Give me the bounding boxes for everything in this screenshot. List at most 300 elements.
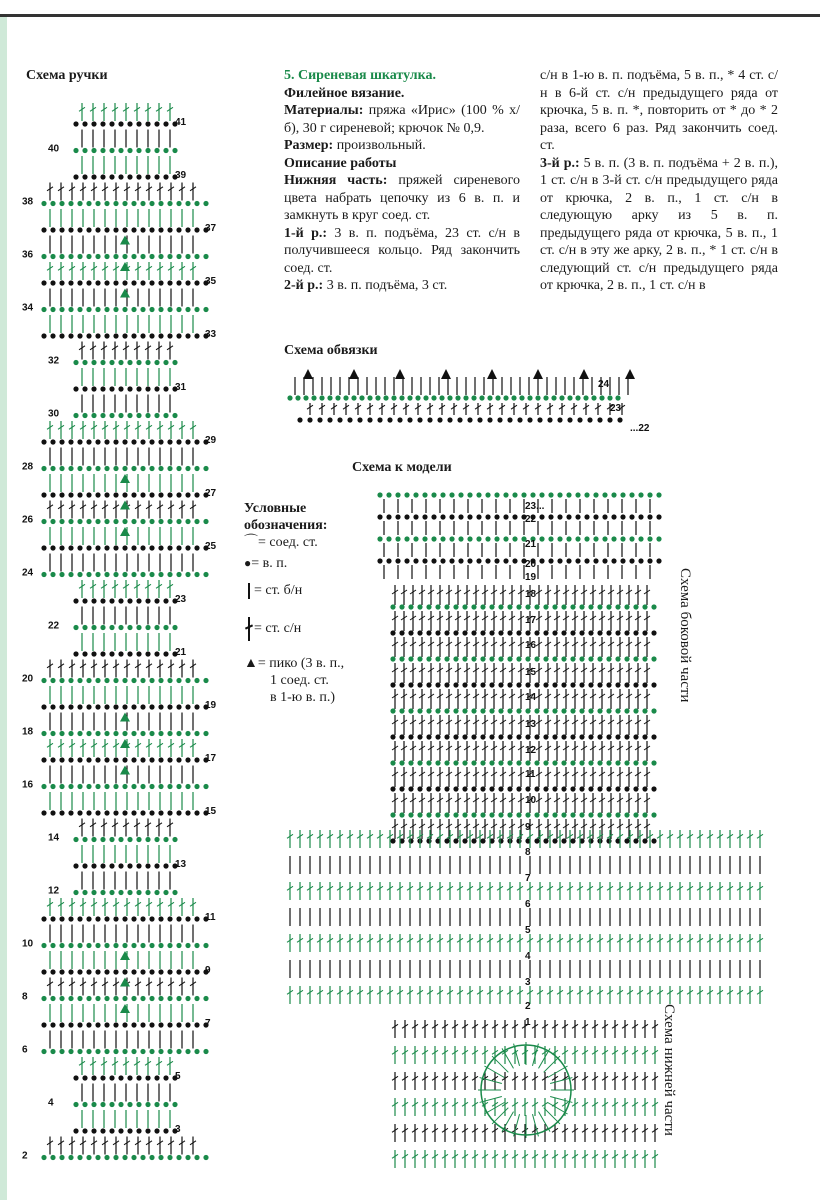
chain-dot [176, 1022, 181, 1027]
chain-dot [163, 121, 168, 126]
chain-dot [91, 837, 96, 842]
chain-dot [489, 630, 494, 635]
row-number: 2 [22, 1150, 28, 1162]
chain-dot [575, 558, 580, 563]
chain-dot [487, 417, 492, 422]
row-number: 20 [22, 673, 34, 685]
chain-dot [41, 1155, 46, 1160]
chain-dot [104, 969, 109, 974]
chain-dot [516, 812, 521, 817]
chain-dot [413, 492, 418, 497]
chain-dot [163, 148, 168, 153]
chain-dot [113, 784, 118, 789]
row-number: 34 [22, 302, 34, 314]
chain-dot [140, 439, 145, 444]
chain-dot [113, 731, 118, 736]
row1-text: 3 в. п. подъёма, 23 ст. с/н в получившееся кольцо. Ряд закончить соед. ст. [284, 225, 520, 276]
chain-dot [136, 386, 141, 391]
chain-dot [118, 174, 123, 179]
chain-dot [104, 1155, 109, 1160]
chain-dot [172, 148, 177, 153]
chain-dot [335, 395, 340, 400]
chain-dot [131, 519, 136, 524]
chain-dot [127, 1075, 132, 1080]
chain-dot [512, 536, 517, 541]
chain-dot [399, 812, 404, 817]
chain-dot [41, 731, 46, 736]
chain-dot [127, 837, 132, 842]
chain-dot [91, 863, 96, 868]
chain-dot [73, 598, 78, 603]
chain-dot [68, 439, 73, 444]
chain-dot [453, 786, 458, 791]
chain-dot [485, 514, 490, 519]
chain-dot [498, 604, 503, 609]
chain-dot [498, 630, 503, 635]
chain-dot [570, 604, 575, 609]
chain-dot [516, 734, 521, 739]
chain-dot [113, 704, 118, 709]
chain-dot [615, 656, 620, 661]
chain-dot [476, 514, 481, 519]
chain-dot [561, 656, 566, 661]
chain-dot [50, 784, 55, 789]
chain-dot [534, 838, 539, 843]
chain-dot [444, 708, 449, 713]
chain-dot [95, 996, 100, 1001]
chain-dot [158, 1022, 163, 1027]
chain-dot [194, 492, 199, 497]
chain-dot [194, 466, 199, 471]
chain-dot [154, 863, 159, 868]
chain-dot [118, 1102, 123, 1107]
chain-dot [606, 604, 611, 609]
chain-dot [615, 708, 620, 713]
chain-dot [611, 492, 616, 497]
chain-dot [122, 466, 127, 471]
chain-dot [127, 1128, 132, 1133]
chain-dot [50, 1022, 55, 1027]
chain-dot [122, 492, 127, 497]
chain-dot [480, 812, 485, 817]
picot-mark [120, 739, 130, 748]
chain-dot [512, 514, 517, 519]
chain-dot [145, 360, 150, 365]
chain-dot [624, 682, 629, 687]
chain-dot [453, 682, 458, 687]
chain-dot [633, 604, 638, 609]
chain-dot [158, 916, 163, 921]
chain-dot [122, 943, 127, 948]
chain-dot [109, 1075, 114, 1080]
chain-dot [617, 417, 622, 422]
chain-dot [297, 417, 302, 422]
chain-dot [399, 395, 404, 400]
chain-dot [59, 1022, 64, 1027]
chain-dot [507, 417, 512, 422]
chain-dot [453, 656, 458, 661]
chain-dot [440, 514, 445, 519]
chain-dot [113, 492, 118, 497]
chain-dot [527, 417, 532, 422]
chain-dot [136, 837, 141, 842]
chain-dot [140, 280, 145, 285]
chain-dot [480, 708, 485, 713]
chain-dot [41, 784, 46, 789]
chain-dot [104, 466, 109, 471]
chain-dot [167, 307, 172, 312]
chain-dot [176, 943, 181, 948]
chain-dot [86, 466, 91, 471]
chain-dot [525, 682, 530, 687]
chain-dot [512, 558, 517, 563]
chain-dot [59, 439, 64, 444]
chain-dot [194, 1049, 199, 1054]
chain-dot [471, 395, 476, 400]
chain-dot [122, 572, 127, 577]
chain-dot [145, 651, 150, 656]
chain-dot [397, 417, 402, 422]
chain-dot [109, 651, 114, 656]
chain-dot [633, 656, 638, 661]
chain-dot [77, 572, 82, 577]
chain-dot [167, 784, 172, 789]
chain-dot [458, 558, 463, 563]
chain-dot [525, 630, 530, 635]
chain-dot [118, 890, 123, 895]
chain-dot [95, 916, 100, 921]
chain-dot [145, 890, 150, 895]
chain-dot [68, 731, 73, 736]
row-number: 36 [22, 249, 34, 261]
chain-dot [543, 682, 548, 687]
chain-dot [118, 1128, 123, 1133]
description-heading: Описание работы [284, 155, 397, 171]
row-number: 12 [525, 745, 537, 756]
chain-dot [145, 1128, 150, 1133]
chain-dot [471, 604, 476, 609]
chain-dot [426, 630, 431, 635]
chain-dot [95, 439, 100, 444]
chain-dot [588, 708, 593, 713]
chain-dot [95, 678, 100, 683]
chain-dot [566, 514, 571, 519]
chain-dot [136, 863, 141, 868]
row-number: 22 [48, 620, 60, 632]
edging-scheme-heading: Схема обвязки [284, 343, 378, 358]
chain-dot [104, 439, 109, 444]
chain-dot [167, 731, 172, 736]
chain-dot [453, 734, 458, 739]
row-number: 18 [525, 589, 537, 600]
chain-dot [59, 545, 64, 550]
chain-dot [86, 969, 91, 974]
chain-dot [86, 201, 91, 206]
chain-dot [149, 784, 154, 789]
chain-dot [131, 731, 136, 736]
chain-dot [597, 812, 602, 817]
chain-dot [73, 1128, 78, 1133]
chain-dot [377, 417, 382, 422]
chain-dot [570, 838, 575, 843]
chain-dot [145, 121, 150, 126]
chain-dot [471, 812, 476, 817]
chain-dot [588, 734, 593, 739]
chain-dot [91, 148, 96, 153]
chain-dot [109, 148, 114, 153]
chain-dot [109, 890, 114, 895]
chain-dot [566, 536, 571, 541]
chain-dot [167, 969, 172, 974]
row-number: 11 [205, 912, 216, 923]
row-number: 40 [48, 143, 60, 155]
chain-dot [104, 996, 109, 1001]
chain-dot [347, 417, 352, 422]
chain-dot [548, 536, 553, 541]
chain-dot [77, 307, 82, 312]
chain-dot [50, 492, 55, 497]
chain-dot [477, 417, 482, 422]
chain-dot [615, 786, 620, 791]
chain-dot [377, 514, 382, 519]
chain-dot [136, 174, 141, 179]
chain-dot [68, 784, 73, 789]
chain-dot [467, 417, 472, 422]
chain-dot [73, 651, 78, 656]
chain-dot [651, 630, 656, 635]
chain-dot [557, 492, 562, 497]
chain-dot [68, 492, 73, 497]
chain-dot [408, 708, 413, 713]
chain-dot [149, 439, 154, 444]
chain-dot [163, 598, 168, 603]
chain-dot [417, 708, 422, 713]
chain-dot [113, 996, 118, 1001]
chain-dot [377, 558, 382, 563]
chain-dot [100, 1075, 105, 1080]
chain-dot [455, 395, 460, 400]
radial-stitch [480, 1096, 502, 1102]
chain-dot [656, 536, 661, 541]
chain-dot [444, 786, 449, 791]
chain-dot [82, 890, 87, 895]
chain-dot [579, 812, 584, 817]
chain-dot [516, 656, 521, 661]
row-number: 20 [525, 559, 537, 570]
chain-dot [68, 943, 73, 948]
chain-dot [390, 786, 395, 791]
chain-dot [552, 656, 557, 661]
chain-dot [615, 604, 620, 609]
chain-dot [203, 943, 208, 948]
chain-dot [167, 757, 172, 762]
chain-dot [104, 280, 109, 285]
chain-dot [163, 386, 168, 391]
left-color-strip [0, 17, 7, 1200]
chain-dot [131, 969, 136, 974]
single-crochet-icon [248, 583, 250, 599]
chain-dot [109, 863, 114, 868]
chain-dot [512, 492, 517, 497]
chain-dot [476, 492, 481, 497]
chain-dot [498, 656, 503, 661]
size-label: Размер: [284, 138, 334, 153]
row-number: 7 [205, 1018, 211, 1029]
chain-dot [176, 1049, 181, 1054]
chain-dot [462, 734, 467, 739]
chain-dot [440, 558, 445, 563]
chain-dot [498, 708, 503, 713]
chain-dot [167, 280, 172, 285]
chain-dot [567, 395, 572, 400]
chain-dot [113, 333, 118, 338]
chain-dot [145, 386, 150, 391]
chain-dot [462, 682, 467, 687]
chain-dot [194, 333, 199, 338]
chain-dot [131, 280, 136, 285]
chain-dot [489, 786, 494, 791]
radial-stitch [539, 1112, 551, 1132]
chain-dot [317, 417, 322, 422]
chain-dot [104, 1022, 109, 1027]
chain-dot [131, 492, 136, 497]
chain-dot [86, 784, 91, 789]
chain-dot [149, 466, 154, 471]
chain-dot [41, 439, 46, 444]
chain-dot [417, 682, 422, 687]
chain-dot [50, 439, 55, 444]
chain-dot [203, 254, 208, 259]
chain-dot [86, 757, 91, 762]
chain-dot [91, 890, 96, 895]
chain-dot [471, 760, 476, 765]
chain-dot [503, 536, 508, 541]
chain-dot [149, 969, 154, 974]
chain-dot [136, 121, 141, 126]
chain-dot [140, 572, 145, 577]
row-number: 14 [525, 692, 537, 703]
chain-dot [498, 786, 503, 791]
chain-dot [95, 519, 100, 524]
row-number: 19 [205, 700, 217, 711]
chain-dot [167, 943, 172, 948]
chain-dot [359, 395, 364, 400]
chain-dot [50, 572, 55, 577]
chain-dot [167, 201, 172, 206]
chain-dot [158, 704, 163, 709]
chain-dot [140, 1022, 145, 1027]
chain-dot [570, 812, 575, 817]
chain-dot [131, 784, 136, 789]
chain-dot [95, 254, 100, 259]
chain-dot [104, 1049, 109, 1054]
chain-dot [113, 439, 118, 444]
chain-dot [629, 558, 634, 563]
chain-dot [570, 682, 575, 687]
chain-dot [113, 572, 118, 577]
chain-dot [122, 333, 127, 338]
chain-dot [131, 1049, 136, 1054]
chain-dot [395, 492, 400, 497]
chain-dot [194, 784, 199, 789]
chain-dot [435, 604, 440, 609]
chain-dot [656, 558, 661, 563]
chain-dot [167, 466, 172, 471]
row1-label: 1-й р.: [284, 225, 328, 241]
chain-dot [86, 439, 91, 444]
chain-dot [566, 492, 571, 497]
chain-dot [131, 1155, 136, 1160]
chain-dot [575, 514, 580, 519]
chain-dot [77, 1155, 82, 1160]
chain-dot [50, 280, 55, 285]
chain-dot [154, 651, 159, 656]
chain-dot [642, 734, 647, 739]
chain-dot [158, 280, 163, 285]
chain-dot [104, 810, 109, 815]
chain-dot [176, 227, 181, 232]
chain-dot [647, 536, 652, 541]
chain-dot [140, 916, 145, 921]
chain-dot [435, 760, 440, 765]
chain-dot [50, 916, 55, 921]
chain-dot [407, 417, 412, 422]
picot-mark [120, 501, 130, 510]
chain-dot [59, 757, 64, 762]
chain-dot [503, 492, 508, 497]
chain-dot [140, 519, 145, 524]
chain-dot [606, 708, 611, 713]
chain-dot [579, 682, 584, 687]
chain-dot [507, 656, 512, 661]
chain-dot [480, 838, 485, 843]
chain-dot [140, 492, 145, 497]
chain-dot [543, 630, 548, 635]
chain-dot [651, 838, 656, 843]
chain-dot [390, 760, 395, 765]
legend-picot-line3: в 1-ю в. п.) [270, 690, 335, 705]
row2-continuation: с/н в 1-ю в. п. подъёма, 5 в. п., * 4 ст. с/н в 6-й ст. с/н предыдущего ряда от крючка, 5 в. п. *, повторить от * до * 2 раза, всего 6 раз. Ряд закончить соед. ст. [540, 68, 778, 153]
chain-dot [163, 360, 168, 365]
chain-dot [561, 760, 566, 765]
chain-dot [68, 1049, 73, 1054]
chain-dot [145, 1102, 150, 1107]
chain-dot [68, 254, 73, 259]
chain-dot [167, 1049, 172, 1054]
chain-dot [113, 307, 118, 312]
chain-dot [86, 492, 91, 497]
chain-dot [417, 786, 422, 791]
chain-dot [449, 536, 454, 541]
chain-dot [41, 492, 46, 497]
chain-dot [86, 704, 91, 709]
chain-dot [534, 630, 539, 635]
chain-dot [547, 417, 552, 422]
chain-dot [203, 201, 208, 206]
chain-dot [597, 708, 602, 713]
chain-dot [570, 630, 575, 635]
chain-dot [408, 682, 413, 687]
chain-dot [176, 810, 181, 815]
chain-dot [149, 678, 154, 683]
chain-dot [172, 837, 177, 842]
chain-dot [485, 492, 490, 497]
chain-dot [471, 734, 476, 739]
chain-dot [552, 786, 557, 791]
chain-dot [167, 545, 172, 550]
chain-dot [140, 810, 145, 815]
chain-dot [185, 757, 190, 762]
